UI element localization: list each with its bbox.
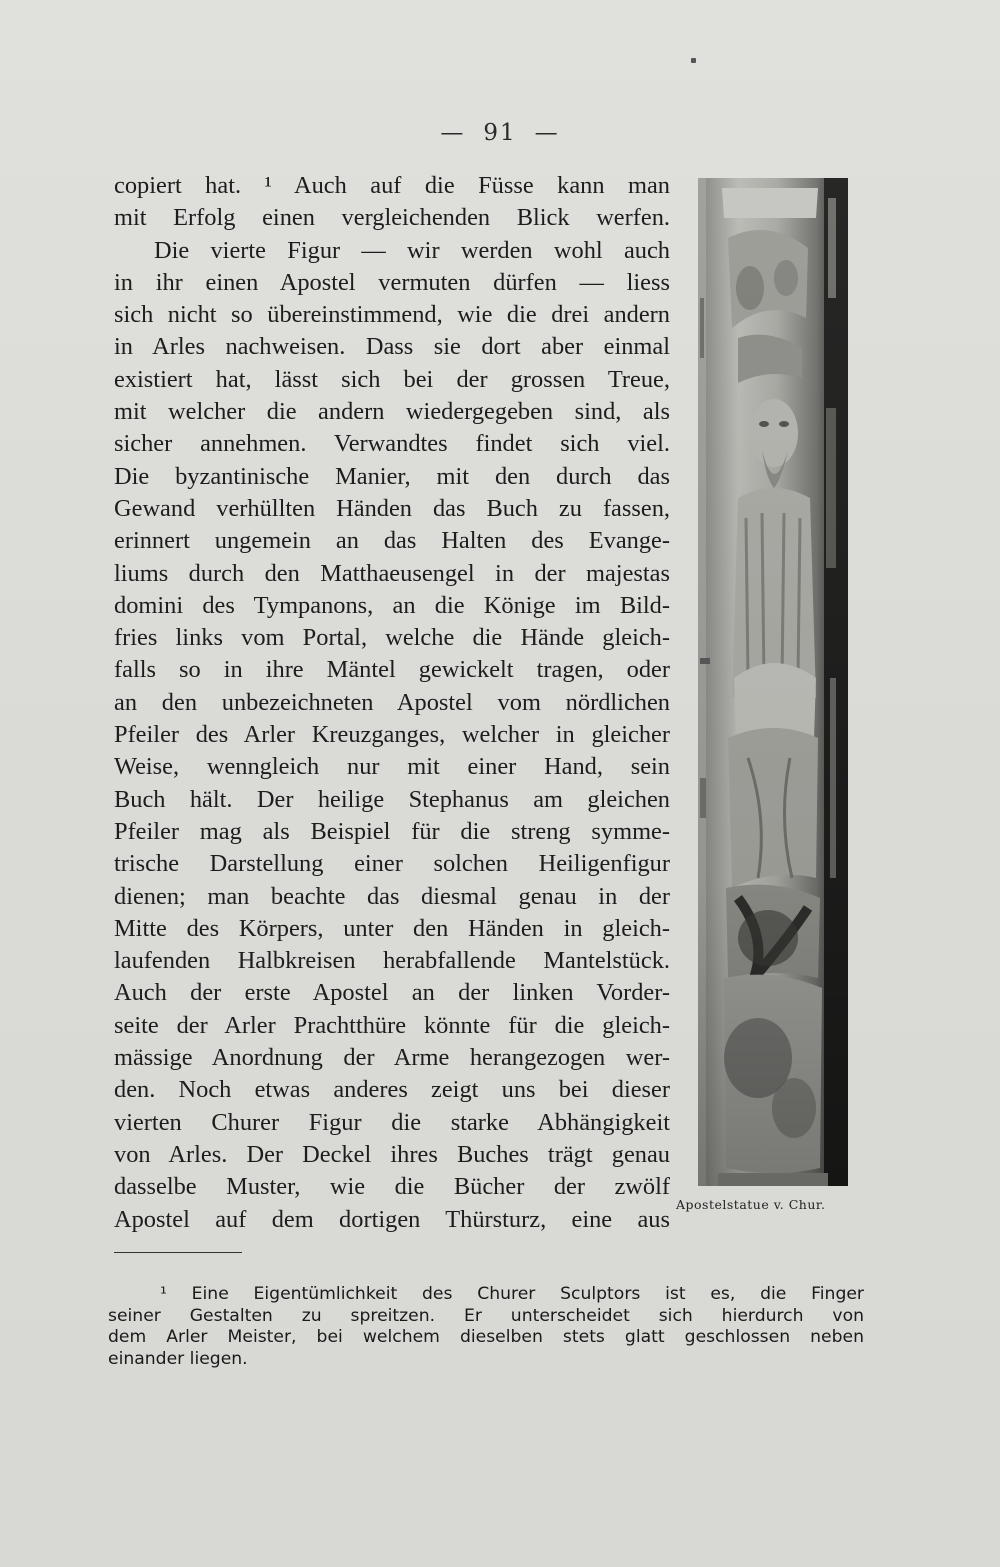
text-line: den. Noch etwas anderes zeigt uns bei dieser [114,1076,670,1104]
footnote-line: ¹ Eine Eigentümlichkeit des Churer Sculptors ist es, die Finger [160,1284,864,1304]
text-line: Die byzantinische Manier, mit den durch das [114,462,670,490]
footnote-line: dem Arler Meister, bei welchem dieselben stets glatt geschlossen neben [108,1327,864,1347]
footnote-separator [114,1252,242,1253]
text-line: trische Darstellung einer solchen Heiligenfigur [114,850,670,878]
text-line: Pfeiler mag als Beispiel für die streng symme- [114,817,670,845]
statue-photo-graphic [698,178,848,1186]
text-line: sicher annehmen. Verwandtes findet sich viel. [114,430,670,458]
apostle-statue-photo [698,178,848,1186]
figure-caption: Apostelstatue v. Chur. [676,1197,826,1212]
text-line: Auch der erste Apostel an der linken Vorder- [114,979,670,1007]
dash-left: — [440,120,466,146]
text-line: Apostel auf dem dortigen Thürsturz, eine aus [114,1205,670,1233]
text-line: dienen; man beachte das diesmal genau in der [114,882,670,910]
text-line: sich nicht so übereinstimmend, wie die drei andern [114,301,670,329]
text-line: mit Erfolg einen vergleichenden Blick werfen. [114,204,670,232]
text-line: von Arles. Der Deckel ihres Buches trägt genau [114,1140,670,1168]
text-line: liums durch den Matthaeusengel in der majestas [114,559,670,587]
text-line: in ihr einen Apostel vermuten dürfen — liess [114,268,670,296]
text-line: mit welcher die andern wiedergegeben sind, als [114,398,670,426]
text-line: erinnert ungemein an das Halten des Evange- [114,527,670,555]
text-line: seite der Arler Prachtthüre könnte für die gleich- [114,1011,670,1039]
text-line: in Arles nachweisen. Dass sie dort aber einmal [114,333,670,361]
text-line: Mitte des Körpers, unter den Händen in gleich- [114,914,670,942]
text-line: domini des Tympanons, an die Könige im Bild- [114,591,670,619]
page-number [0,120,1000,146]
body-text [114,170,670,1236]
text-line: mässige Anordnung der Arme herangezogen wer- [114,1044,670,1072]
text-line: Weise, wenngleich nur mit einer Hand, sein [114,753,670,781]
text-line: an den unbezeichneten Apostel vom nördlichen [114,688,670,716]
page-number-value: 91 [483,120,517,146]
text-line: Gewand verhüllten Händen das Buch zu fassen, [114,494,670,522]
text-line: Buch hält. Der heilige Stephanus am gleichen [114,785,670,813]
text-line: copiert hat. ¹ Auch auf die Füsse kann man [114,172,670,199]
text-line: dasselbe Muster, wie die Bücher der zwölf [114,1173,670,1201]
footnotes [108,1284,864,1370]
text-line: laufenden Halbkreisen herabfallende Mantelstück. [114,947,670,975]
print-speck [691,58,696,63]
text-line: vierten Churer Figur die starke Abhängigkeit [114,1108,670,1136]
text-line: Pfeiler des Arler Kreuzganges, welcher in gleicher [114,721,670,749]
text-line: Die vierte Figur — wir werden wohl auch [154,236,670,264]
dash-right: — [534,120,560,146]
text-line: falls so in ihre Mäntel gewickelt tragen, oder [114,656,670,684]
footnote-line: seiner Gestalten zu spreitzen. Er unterscheidet sich hierdurch von [108,1305,864,1326]
footnote-line: einander liegen. [108,1348,248,1369]
text-line: existiert hat, lässt sich bei der grossen Treue, [114,365,670,393]
text-line: fries links vom Portal, welche die Hände gleich- [114,624,670,652]
